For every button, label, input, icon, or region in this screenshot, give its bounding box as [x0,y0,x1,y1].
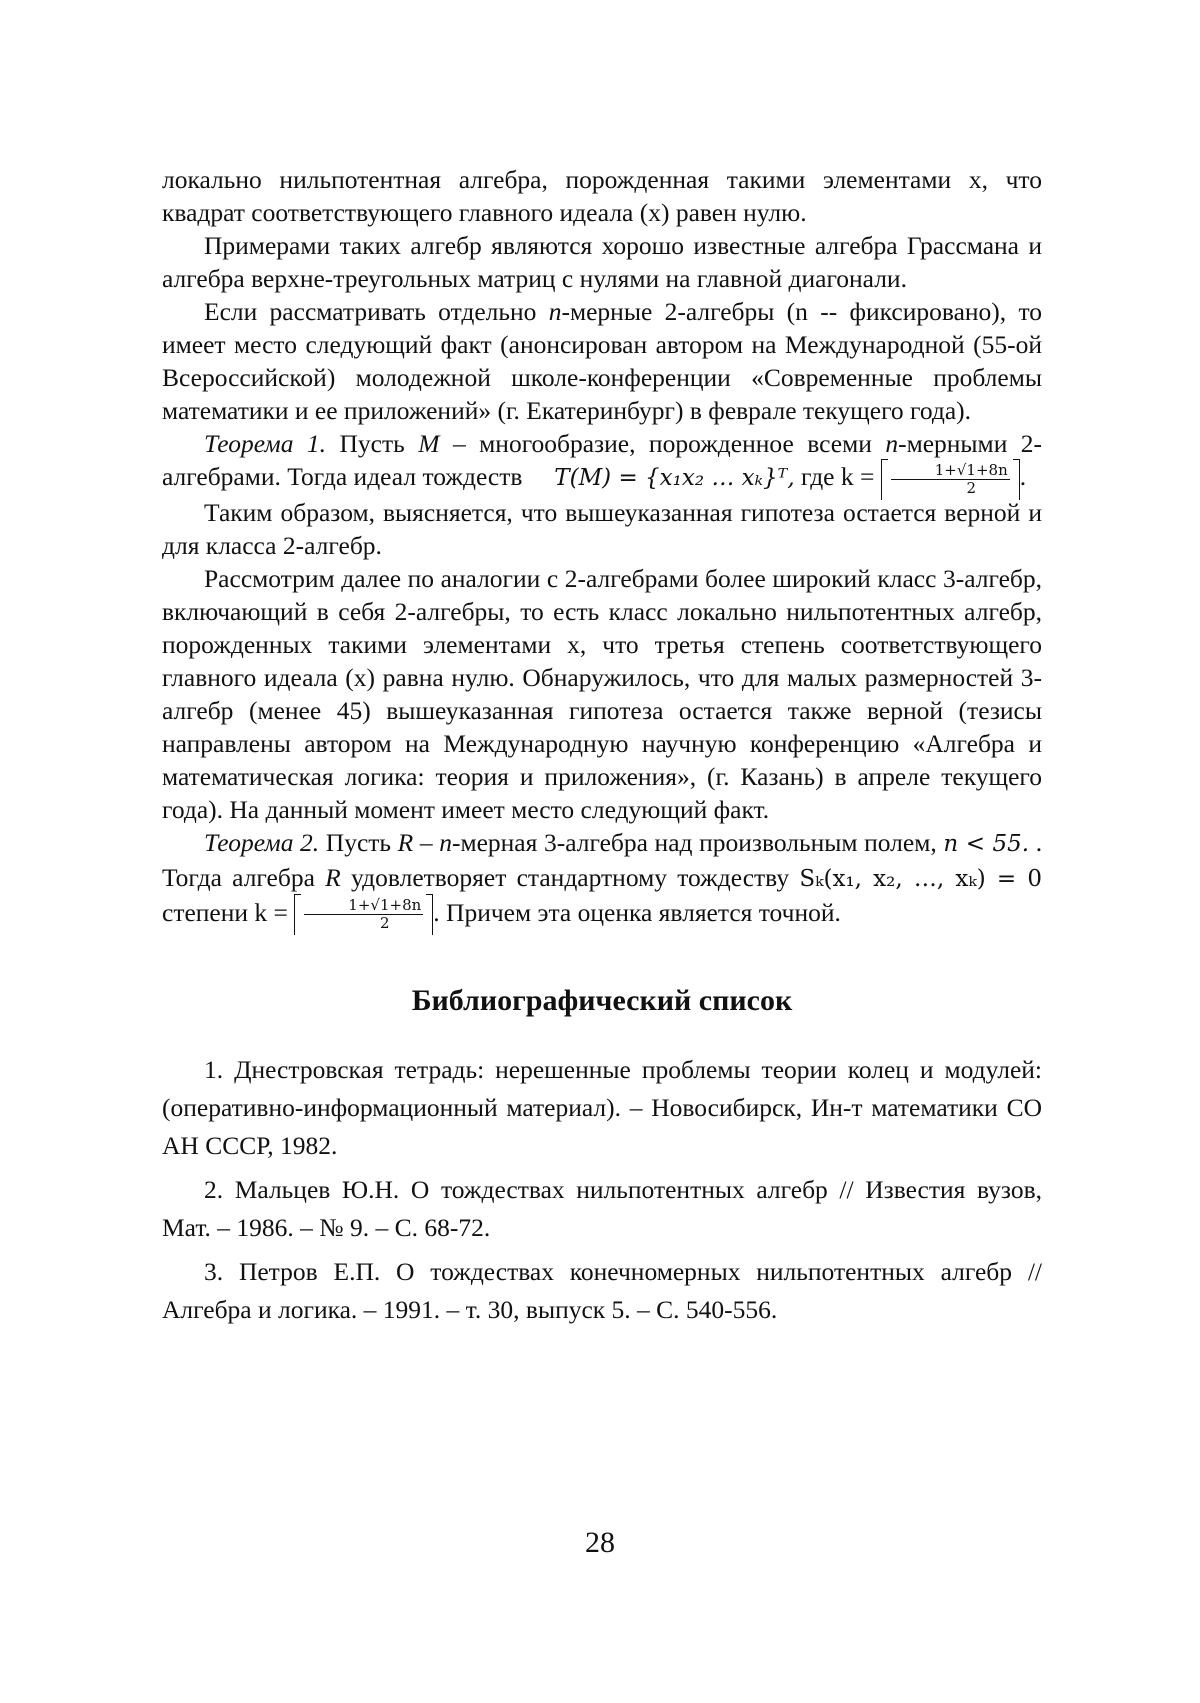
theorem-2-text-b: – [419,827,433,857]
theorem-2-R-symbol-2: R [325,862,341,892]
ceiling-left-bracket [294,894,301,935]
theorem-1-text-b: – многообразие, порожденное всеми [452,429,872,458]
theorem-1-where: где k = [801,462,875,491]
theorem-2-formula: Sₖ(x₁, x₂, …, xₖ) = 0 [799,865,1043,892]
p3-text-a: Если рассматривать отдельно [204,297,537,326]
theorem-2-condition: n < 55. [943,830,1030,857]
theorem-1-fraction [888,462,1013,497]
theorem-1-text-a: Пусть [339,429,405,458]
theorem-2-text-c: -мерная 3-алгебра над произвольным полем, [451,827,937,857]
theorem-2-text-f: степени k = [162,897,288,927]
theorem-2-fraction [301,897,426,932]
paragraph-3-algebras: Рассмотрим далее по аналогии с 2-алгебрами более широкий класс 3-алгебр, включающий в себя 2-алгебры, то есть класс локально нильпотентных алгебр, порожденных такими элементами x, что третья степень соответствующего главного идеала (x) равна нулю. Обнаружилось, что для малых размерностей 3-алгебр (менее 45) вышеуказанная гипотеза остается также верной (тезисы направлены автором на Международную научную конференцию «Алгебра и математическая логика: теория и приложения», (г. Казань) в апреле текущего года). На данный момент имеет место следующий факт. [162,563,1042,824]
paragraph-n-dimensional [162,295,1042,427]
theorem-2-n-symbol: n [439,827,452,857]
theorem-2-ceiling-expression [294,894,433,935]
theorem-1-label: Теорема 1. [204,429,327,458]
theorem-2-text-g: . Причем эта оценка является точной. [433,897,841,927]
paragraph-conclusion: Таким образом, выясняется, что вышеуказанная гипотеза остается верной и для класса 2-алгебр. [162,497,1042,560]
theorem-1-formula: T(M) = {x₁x₂ … xₖ}ᵀ, [554,465,795,491]
paragraph-continuation: локально нильпотентная алгебра, порожденная такими элементами x, что квадрат соответствующего главного идеала (x) равен нулю. [162,165,1042,227]
ceiling-right-bracket [1013,459,1020,500]
page-number: 28 [585,1526,615,1559]
p3-text-b: -мерные 2-алгебры (n -- фиксировано), то имеет место следующий факт (анонсирован автором на Международной (55-ой Всероссийской) молодежной школе-конференции «Современные проблемы математики и ее приложений» (г. Екатеринбург) в феврале текущего года). [162,297,1043,425]
theorem-2-fraction-denominator: 2 [380,914,390,933]
p3-n-symbol: n [548,297,562,326]
bibliography-item: 1. Днестровская тетрадь: нерешенные проблемы теории колец и модулей: (оперативно-информационный материал). – Новосибирск, Ин-т математики СО АН СССР, 1982. [162,1055,1042,1161]
theorem-1-M-symbol: M [418,429,440,458]
theorem-1 [162,427,1042,496]
theorem-1-fraction-denominator: 2 [966,478,977,497]
paragraph-examples: Примерами таких алгебр являются хорошо известные алгебра Грассмана и алгебра верхне-треугольных матриц с нулями на главной диагонали. [162,231,1042,293]
theorem-2-label: Теорема 2. [204,827,320,857]
theorem-2-fraction-numerator: 1+√1+8n [304,897,423,915]
theorem-2-R-symbol: R [397,827,414,857]
theorem-2 [162,826,1042,932]
bibliography-item: 2. Мальцев Ю.Н. О тождествах нильпотентных алгебр // Известия вузов, Мат. – 1986. – № 9. – С. 68-72. [162,1175,1042,1243]
theorem-1-text-c: -мерными 2-алгебрами. Тогда идеал тождеств [162,429,1043,491]
page-body [162,163,1042,1335]
theorem-1-n-symbol: n [885,429,899,458]
bibliography-item: 3. Петров Е.П. О тождествах конечномерных нильпотентных алгебр // Алгебра и логика. – 1991. – т. 30, выпуск 5. – С. 540-556. [162,1257,1042,1325]
bibliography-heading: Библиографический список [411,984,793,1018]
theorem-1-end: . [1019,462,1027,491]
theorem-2-text-e: удовлетворяет стандартному тождеству [351,862,790,892]
theorem-1-fraction-numerator: 1+√1+8n [891,462,1010,480]
theorem-2-text-d: . Тогда алгебра [162,827,1043,892]
ceiling-left-bracket [881,459,888,500]
theorem-2-text-a: Пусть [325,827,392,857]
theorem-1-ceiling-expression [881,459,1020,500]
